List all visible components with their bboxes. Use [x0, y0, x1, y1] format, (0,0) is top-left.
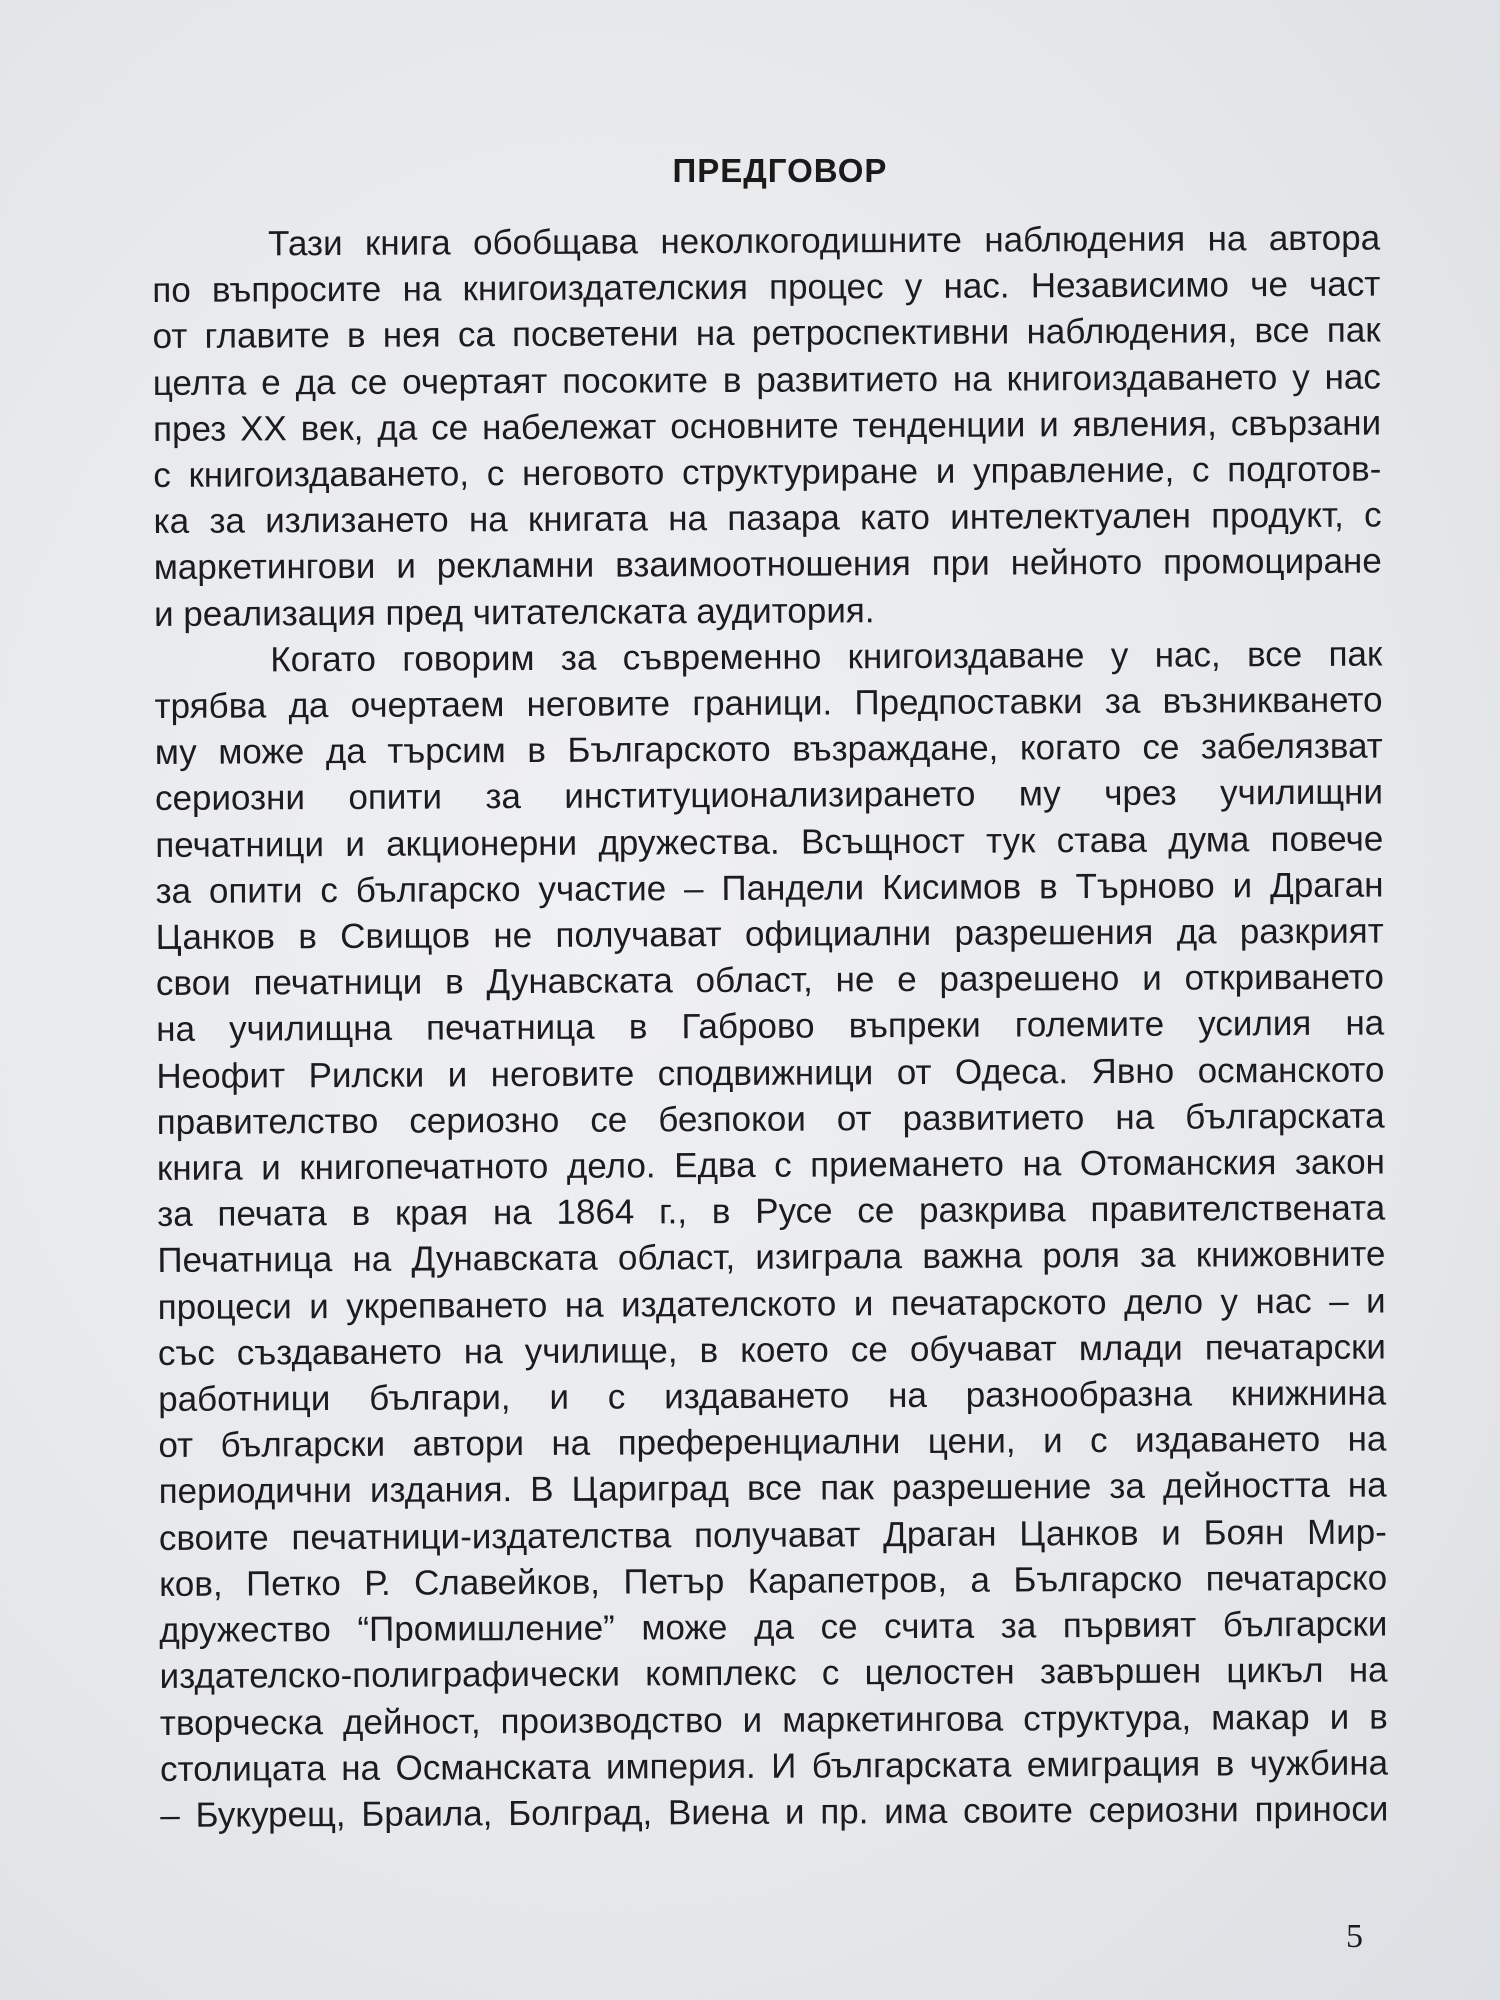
text-line: целта е да се очертаят посоките в развитието на книгоиздаването у нас — [152, 357, 1381, 403]
text-line: книга и книгопечатното дело. Едва с приемането на Отоманския закон — [156, 1142, 1386, 1189]
text-line: през XX век, да се набележат основните тенденции и явления, свързани — [152, 403, 1382, 449]
text-line: за печата в края на 1864 г., в Русе се разкрива правителствената — [157, 1188, 1386, 1235]
text-line: Когато говорим за съвременно книгоиздаване у нас, все пак — [270, 634, 1383, 680]
text-line: от главите в нея са посветени на ретроспективни наблюдения, все пак — [152, 310, 1381, 357]
text-line: – Букурещ, Браила, Болград, Виена и пр. има своите сериозни приноси — [160, 1789, 1389, 1835]
page-number: 5 — [1346, 1918, 1363, 1955]
text-line: на училищна печатница в Габрово въпреки големите усилия на — [156, 1004, 1385, 1050]
text-line: печатници и акционерни дружества. Всъщност тук става дума повече — [155, 819, 1384, 865]
text-line: Тази книга обобщава неколкогодишните наблюдения на автора — [268, 218, 1381, 264]
text-line: творческа дейност, производство и маркетингова структура, макар и в — [159, 1697, 1388, 1743]
text-line: свои печатници в Дунавската област, не е разрешено и откриването — [155, 957, 1385, 1004]
text-line: столицата на Османската империя. И българската емиграция в чужбина — [159, 1743, 1389, 1789]
text-line: със създаването на училище, в което се обучават млади печатарски — [157, 1327, 1387, 1373]
paragraph — [154, 631, 1388, 1839]
text-line: за опити с българско участие – Пандели Кисимов в Търново и Драган — [155, 865, 1384, 911]
text-line: Цанков в Свищов не получават официални разрешения да разкрият — [155, 911, 1384, 958]
text-line: периодични издания. В Цариград все пак разрешение за дейността на — [158, 1466, 1387, 1512]
body-text — [152, 216, 1388, 1840]
text-line: трябва да очертаем неговите граници. Предпоставки за възникването — [154, 680, 1383, 727]
text-line: своите печатници-издателства получават Драган Цанков и Боян Мир- — [158, 1512, 1387, 1558]
text-line: Неофит Рилски и неговите сподвижници от Одеса. Явно османското — [156, 1050, 1385, 1096]
text-line: процеси и укрепването на издателското и печатарското дело у нас – и — [157, 1281, 1386, 1327]
text-line: маркетингови и рекламни взаимоотношения при нейното промоциране — [153, 541, 1382, 588]
text-line: му може да търсим в Българското възраждане, когато се забелязват — [154, 726, 1383, 773]
text-line: с книгоиздаването, с неговото структуриране и управление, с подготов- — [153, 449, 1382, 496]
page-title: ПРЕДГОВОР — [672, 152, 888, 189]
text-line: сериозни опити за институционализирането му чрез училищни — [154, 773, 1384, 819]
text-line: от български автори на преференциални цени, и с издаването на — [158, 1419, 1387, 1466]
text-line: ков, Петко Р. Славейков, Петър Карапетров, а Българско печатарско — [159, 1558, 1388, 1604]
text-line: работници българи, и с издаването на разнообразна книжнина — [158, 1373, 1387, 1420]
paragraph — [152, 216, 1382, 638]
text-line: по въпросите на книгоиздателския процес у нас. Независимо че част — [152, 264, 1381, 311]
text-line: и реализация пред читателската аудитория. — [153, 590, 875, 634]
text-line: Печатница на Дунавската област, изиграла важна роля за книжовните — [157, 1235, 1386, 1281]
text-line: дружество “Промишление” може да се счита за първият български — [159, 1604, 1388, 1651]
text-line: ка за излизането на книгата на пазара като интелектуален продукт, с — [153, 495, 1382, 542]
text-line: издателско-полиграфически комплекс с целостен завършен цикъл на — [159, 1650, 1388, 1697]
text-line: правителство сериозно се безпокои от развитието на българската — [156, 1096, 1385, 1142]
